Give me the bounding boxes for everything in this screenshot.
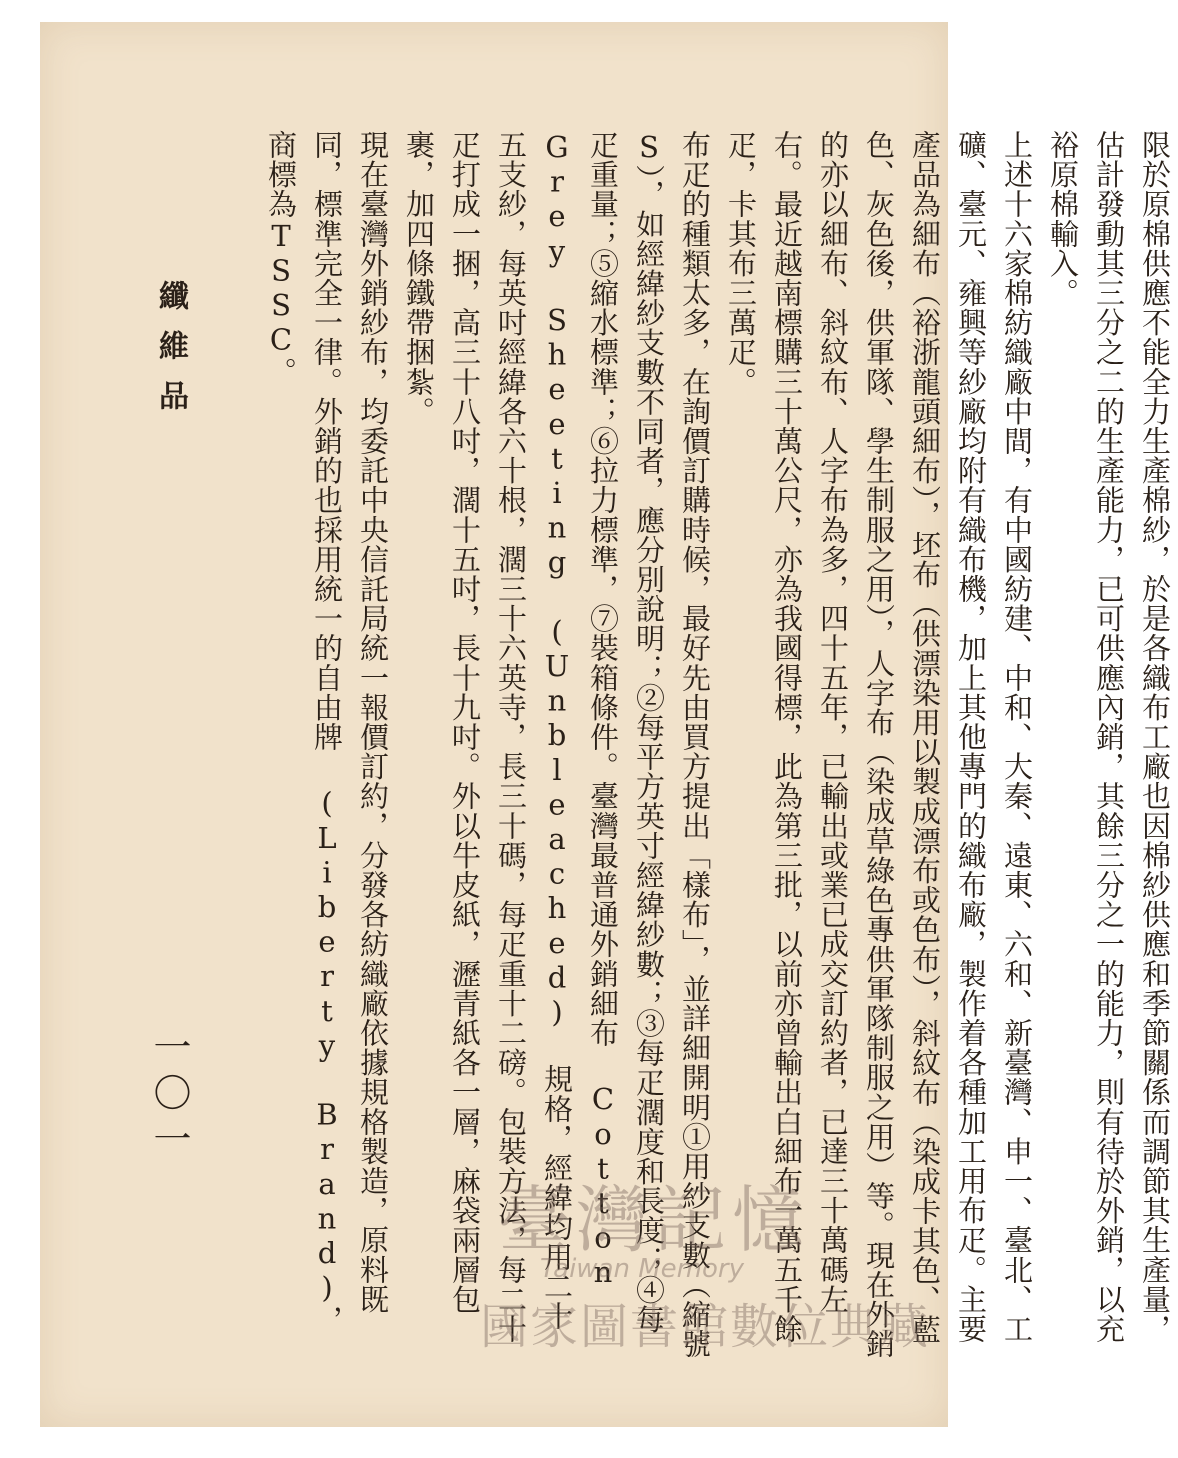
running-header: 纖維品 <box>153 280 188 430</box>
book-page <box>40 22 1172 1427</box>
paragraph: 現在臺灣外銷紗布，均委託中央信託局統一報價訂約，分發各紡織廠依據規格製造，原料既同，標準完全一律。外銷的也採用統一的自由牌 (Liberty Brand)，商標為TSSC。 <box>264 130 390 1335</box>
watermark-stamp <box>480 1162 950 1372</box>
paragraph: 上述十六家棉紡織廠中間，有中國紡建、中和、大秦、遠東、六和、新臺灣、申一、臺北、工礦、臺元、雍興等紗廠均附有織布機，加上其他專門的織布廠，製作着各種加工用布疋。主要產品為細布（裕浙龍頭細布），坯布（供漂染用以製成漂布或色布），斜紋布（染成卡其色、藍色、灰色後，供軍隊、學生制服之用），人字布（染成草綠色專供軍隊制服之用）等。現在外銷的亦以細布、斜紋布、人字布為多，四十五年，已輸出或業已成交訂約者，已達三十萬碼左右。最近越南標購三十萬公尺，亦為我國得標，此為第三批，以前亦曾輸出白細布一萬五千餘疋，卡其布三萬疋。 <box>724 130 1034 1359</box>
watermark-main: 臺灣記憶 <box>498 1178 811 1262</box>
watermark-org: 國家圖書館數位典藏 <box>480 1299 931 1355</box>
paragraph: 限於原棉供應不能全力生產棉紗，於是各織布工廠也因棉紗供應和季節關係而調節其生產量，估計發動其三分之二的生產能力，已可供應內銷，其餘三分之一的能力，則有待於外銷，以充裕原棉輸入。 <box>1046 130 1172 1344</box>
watermark-english: Taiwan Memory <box>540 1254 744 1284</box>
page-number: 一〇一 <box>147 1027 191 1165</box>
paragraph: 布疋的種類太多，在詢價訂購時候，最好先由買方提出「樣布」，並詳細開明①用紗支數（縮號S），如經緯紗支數不同者，應分別說明；②每平方英寸經緯紗數；③每疋濶度和長度；④每疋重量；⑤縮水標準；⑥拉力標準，⑦裝箱條件。臺灣最普通外銷細布 Cotton Grey Sheeting (Unbleached) 規格，經緯均用二十五支紗，每英吋經緯各六十根，濶三十六英寺，長三十碼，每疋重十二磅。包裝方法，每二十疋打成一捆，高三十八吋，濶十五吋，長十九吋。外以牛皮紙，瀝青紙各一層，麻袋兩層包裹，加四條鐵帶捆紮。 <box>402 130 712 1359</box>
